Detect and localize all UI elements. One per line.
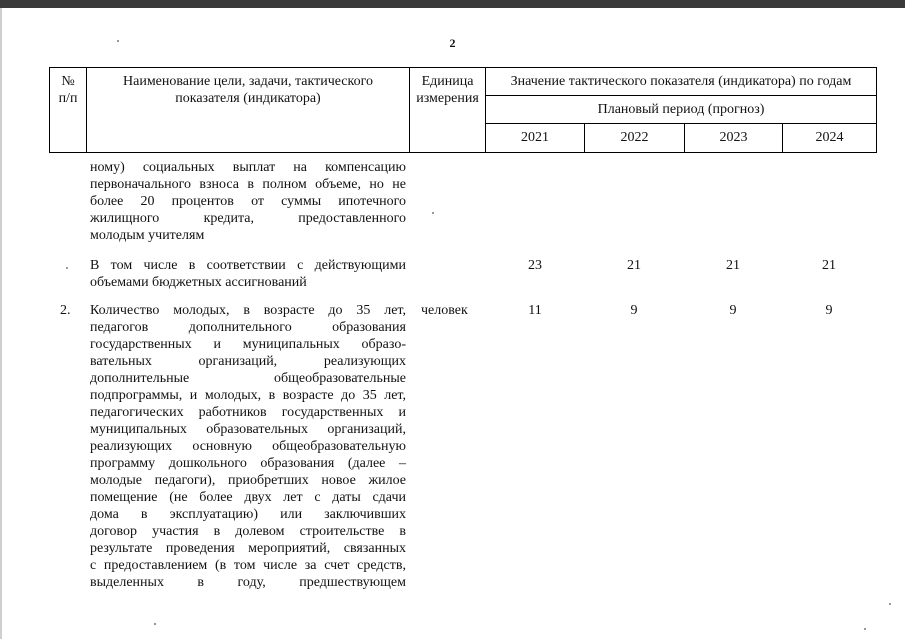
desc-line: более 20 процентов от суммы ипотечного — [90, 194, 406, 209]
row-2-value-2024: 9 — [825, 303, 833, 318]
desc-line: молодые педагоги), приобретших новое жилое — [90, 473, 406, 488]
scan-speck — [889, 603, 891, 605]
desc-line: программу дошкольного образования (далее – — [90, 456, 406, 471]
scan-edge-top — [0, 0, 905, 8]
page-number: 2 — [449, 36, 456, 50]
desc-line: дома в эксплуатацию) или заключивших — [90, 507, 406, 522]
header-values-label: Значение тактического показателя (индикатора) по годам — [510, 74, 852, 89]
header-year-2023: 2023 — [719, 130, 748, 145]
desc-line: В том числе в соответствии с действующими — [90, 258, 406, 273]
desc-line: педагогов дополнительного образования — [90, 320, 406, 335]
desc-line: выделенных в году, предшествующем — [90, 575, 406, 590]
header-year-2022: 2022 — [620, 130, 649, 145]
header-plan-label: Плановый период (прогноз) — [597, 102, 765, 117]
plan-header-divider — [485, 123, 877, 124]
header-name-label — [87, 73, 409, 107]
header-year-2021: 2021 — [521, 130, 549, 145]
row-including-value-2022: 21 — [627, 258, 641, 273]
row-including-description — [90, 257, 406, 291]
table-header-bottom-border — [49, 152, 877, 153]
desc-line: вательных организаций, реализующих — [90, 354, 406, 369]
header-num-l1: № — [61, 74, 75, 89]
desc-line: дополнительные общеобразовательные — [90, 371, 406, 386]
desc-line: педагогических работников государственных и — [90, 405, 406, 420]
header-unit-label — [410, 73, 485, 107]
desc-line: жилищного кредита, предоставленного — [90, 211, 406, 226]
row-2-description — [90, 302, 406, 591]
desc-line: молодым учителям — [90, 228, 205, 243]
scan-edge-left — [0, 8, 2, 639]
row-2-unit: человек — [421, 303, 468, 318]
desc-line: помещение (не более двух лет с даты сдачи — [90, 490, 406, 505]
desc-line: объемами бюджетных ассигнований — [90, 275, 307, 290]
header-unit-l1: Единица — [421, 74, 474, 89]
header-num-label — [50, 73, 86, 107]
scan-speck — [66, 267, 68, 269]
desc-line: первоначального взноса в полном объеме, но не — [90, 177, 406, 192]
desc-line: ному) социальных выплат на компенсацию — [90, 160, 406, 175]
row-including-value-2024: 21 — [822, 258, 836, 273]
row-2-value-2021: 11 — [528, 303, 542, 318]
desc-line: результате проведения мероприятий, связанных — [90, 541, 406, 556]
desc-line: муниципальных образовательных организаций, — [90, 422, 406, 437]
row-including-value-2023: 21 — [726, 258, 740, 273]
desc-line: договор участия в долевом строительстве в — [90, 524, 406, 539]
row-2-value-2022: 9 — [630, 303, 638, 318]
desc-line: реализующих основную общеобразовательную — [90, 439, 406, 454]
scan-speck — [864, 628, 866, 630]
header-year-2024: 2024 — [815, 130, 844, 145]
row-continuation-description — [90, 159, 406, 244]
desc-line: с предоставлением (в том числе за счет средств, — [90, 558, 406, 573]
header-name-l2: показателя (индикатора) — [175, 91, 321, 106]
scan-speck — [432, 212, 434, 214]
desc-line: Количество молодых, в возрасте до 35 лет, — [90, 303, 406, 318]
desc-line: подпрограммы, и молодых, в возрасте до 35 лет, — [90, 388, 406, 403]
table-right-border — [876, 67, 877, 153]
desc-line: государственных и муниципальных образо- — [90, 337, 406, 352]
table-top-border — [49, 67, 877, 68]
row-including-value-2021: 23 — [528, 258, 542, 273]
row-2-value-2023: 9 — [729, 303, 737, 318]
values-header-divider — [485, 95, 877, 96]
header-num-l2: п/п — [58, 91, 78, 106]
scan-speck — [117, 40, 119, 42]
scan-speck — [154, 623, 156, 625]
header-unit-l2: измерения — [416, 91, 479, 106]
header-name-l1: Наименование цели, задачи, тактического — [123, 74, 373, 89]
row-2-number: 2. — [60, 303, 71, 318]
